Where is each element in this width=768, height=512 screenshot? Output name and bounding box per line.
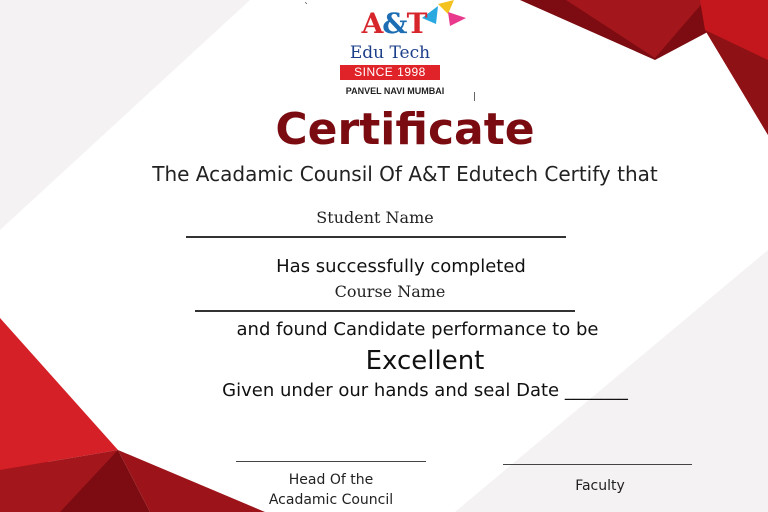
student-name-line — [186, 236, 566, 238]
grade: Excellent — [365, 346, 485, 376]
faculty-signatory: Faculty — [575, 478, 625, 494]
course-name-line — [195, 310, 575, 312]
logo-since-badge: SINCE 1998 — [340, 65, 440, 80]
head-signature-line — [236, 461, 426, 462]
logo-brand-a: A — [361, 7, 383, 40]
logo-brand-ampersand: & — [382, 7, 407, 40]
head-signatory-line2: Acadamic Council — [268, 492, 394, 508]
head-signatory — [236, 470, 426, 510]
head-signatory-line1: Head Of the — [288, 472, 374, 488]
course-name-label: Course Name — [334, 282, 446, 301]
student-name-label: Student Name — [316, 208, 434, 227]
tick-mark — [474, 92, 475, 101]
shard-bottom-left-light — [0, 318, 118, 470]
logo — [330, 4, 470, 100]
date-statement: Given under our hands and seal Date _______ — [222, 380, 628, 401]
certificate-subtitle: The Acadamic Counsil Of A&T Edutech Certify that — [152, 162, 658, 186]
stray-mark: ` — [304, 2, 309, 13]
faculty-signature-line — [503, 464, 692, 465]
logo-location: PANVEL NAVI MUMBAI — [345, 86, 445, 96]
logo-tagline: Edu Tech — [349, 43, 431, 63]
certificate-title: Certificate — [275, 104, 535, 155]
performance-statement: and found Candidate performance to be — [236, 319, 599, 340]
logo-brand — [344, 7, 444, 40]
completion-statement: Has successfully completed — [276, 256, 526, 277]
logo-brand-t: T — [406, 7, 427, 40]
